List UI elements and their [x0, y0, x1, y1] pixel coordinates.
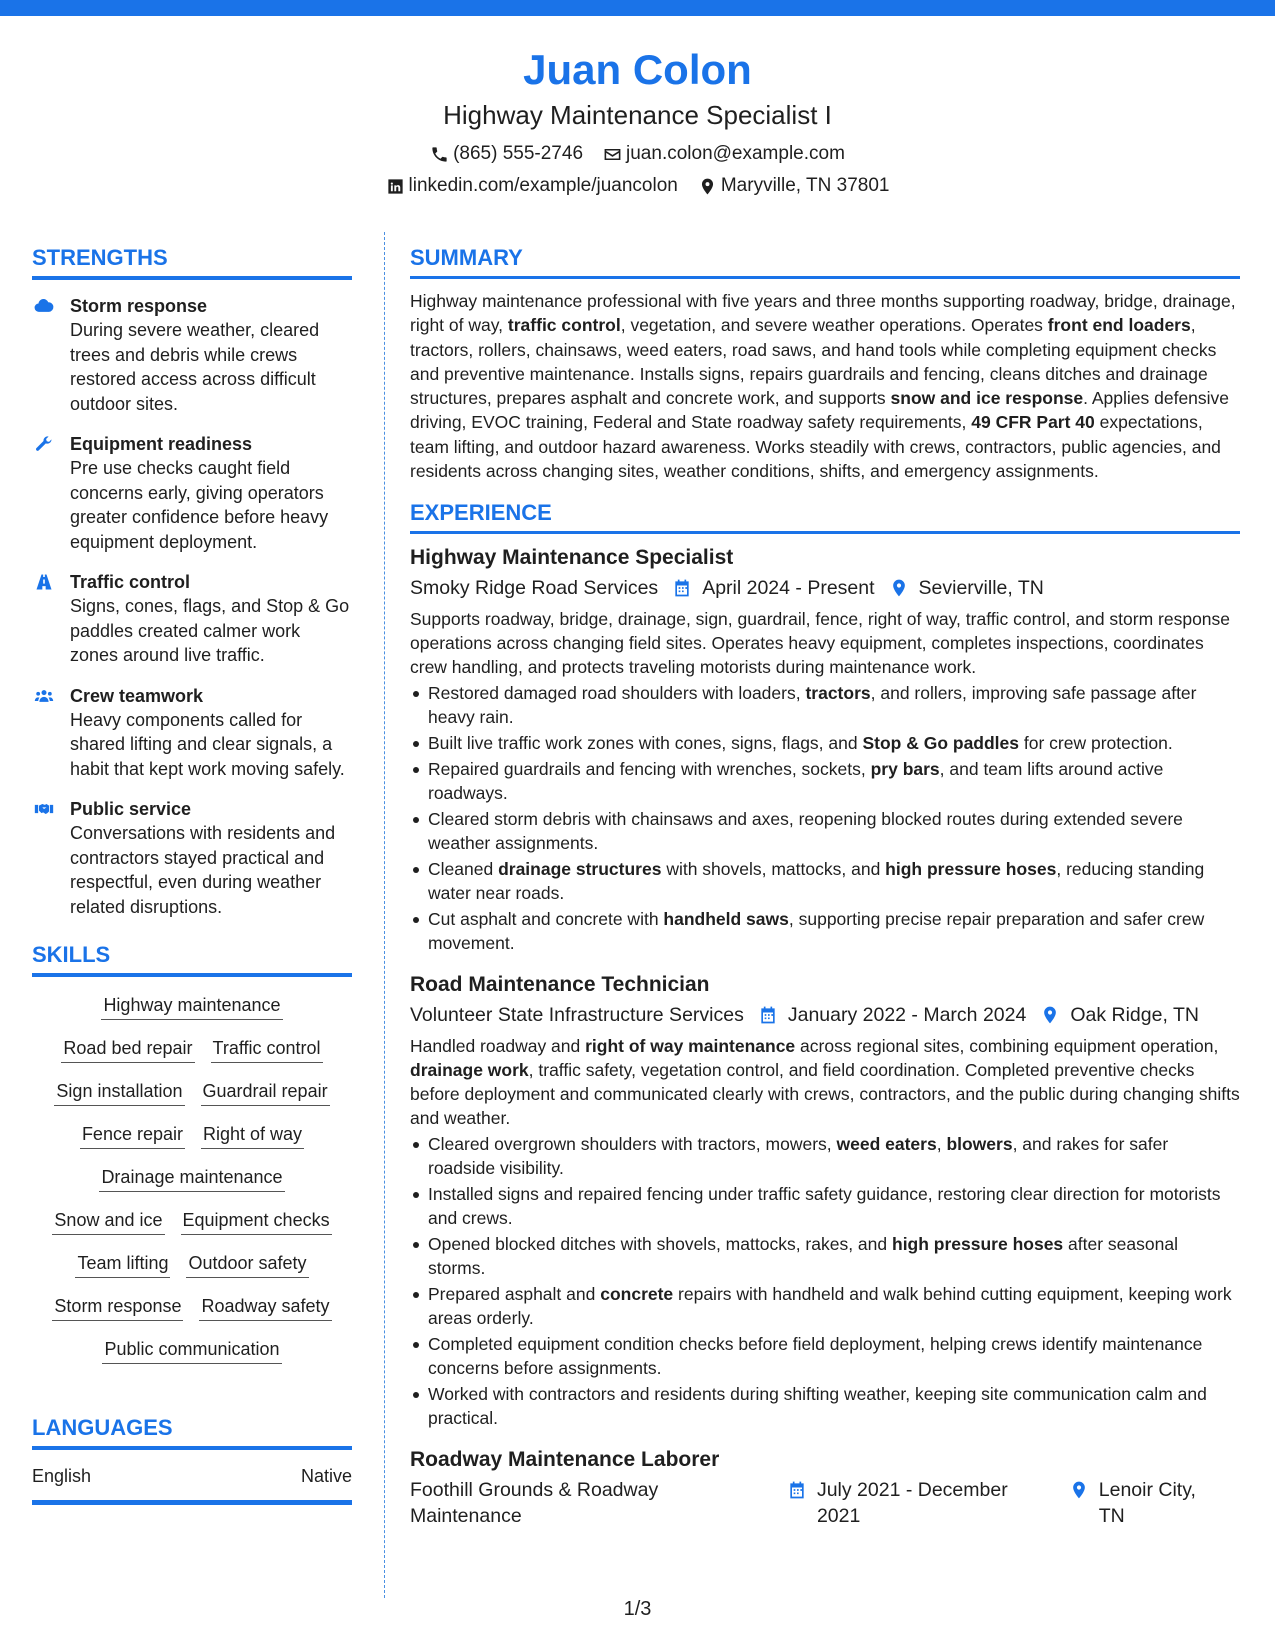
bullet-text: Cleared overgrown shoulders with tractors, mowers, — [428, 1134, 837, 1155]
skill-tag: Traffic control — [211, 1036, 323, 1063]
bullet-item — [410, 1382, 1240, 1430]
language-name: English — [32, 1466, 92, 1486]
summary-text: . Applies defensive driving, EVOC training, Federal and State roadway safety requirements, — [410, 388, 1230, 433]
skill-row — [32, 1122, 352, 1149]
bullet-text: Worked with contractors and residents during shifting weather, keeping site communication calm and practical. — [428, 1384, 1207, 1429]
skill-tag: Equipment checks — [181, 1208, 332, 1235]
bullet-bold: weed eaters — [836, 1134, 937, 1155]
skill-tag: Guardrail repair — [201, 1079, 330, 1106]
job-description-text: Supports roadway, bridge, drainage, sign, guardrail, fence, right of way, traffic control, and storm response operations across changing field sites. Operates heavy equipment, completes inspections, coordinates crew handling, and protects traveling motorists during maintenance work. — [410, 609, 1231, 678]
job-description-bold: right of way maintenance — [585, 1036, 796, 1057]
bullet-text: after seasonal storms. — [428, 1234, 1178, 1279]
road-icon — [32, 572, 56, 592]
job-bullets — [410, 681, 1240, 955]
languages-section — [32, 1414, 352, 1505]
summary-text — [410, 289, 1240, 483]
bullet-bold: tractors — [805, 683, 871, 704]
map-pin-icon — [889, 578, 909, 598]
strength-item — [32, 797, 352, 919]
column-divider — [384, 232, 385, 1598]
summary-text: Highway maintenance professional with five years and three months supporting roadway, bridge, drainage, right of way, — [410, 291, 1236, 336]
strength-icon-wrap — [32, 684, 70, 782]
right-column — [410, 244, 1240, 1529]
bullet-text: , and rollers, improving safe passage after heavy rain. — [428, 683, 1197, 728]
skill-row — [32, 1208, 352, 1235]
job-dates-text: January 2022 - March 2024 — [787, 1004, 1027, 1027]
bullet-text: Cleared storm debris with chainsaws and axes, reopening blocked routes during extended severe weather assignments. — [428, 809, 1183, 854]
summary-section — [410, 244, 1240, 483]
strength-body — [70, 432, 352, 554]
strength-desc: Signs, cones, flags, and Stop & Go paddles created calmer work zones around live traffic. — [70, 596, 350, 665]
job-meta — [410, 1002, 1240, 1028]
calendar-icon — [758, 1005, 778, 1025]
users-icon — [32, 686, 56, 706]
job-location — [1069, 1477, 1226, 1529]
skill-tag: Sign installation — [54, 1079, 184, 1106]
calendar-icon — [787, 1480, 807, 1500]
wrench-icon — [32, 434, 56, 454]
skill-row — [32, 993, 352, 1020]
strength-desc: Conversations with residents and contractors stayed practical and respectful, even during weather related disruptions. — [70, 823, 336, 917]
job-dates — [787, 1477, 1055, 1529]
job-dates — [758, 1002, 1026, 1028]
resume-header — [0, 44, 1275, 198]
strength-name: Crew teamwork — [70, 685, 204, 706]
skill-row — [32, 1337, 352, 1364]
bullet-text: Installed signs and repaired fencing under traffic safety guidance, restoring clear direction for motorists and crews. — [428, 1184, 1221, 1229]
skills-section — [32, 941, 352, 1364]
strength-desc: During severe weather, cleared trees and debris while crews restored access across difficult outdoor sites. — [70, 320, 320, 414]
summary-heading: SUMMARY — [410, 244, 1240, 279]
bullet-item — [410, 807, 1240, 855]
map-pin-icon — [1040, 1005, 1060, 1025]
job-title: Roadway Maintenance Laborer — [410, 1448, 720, 1472]
skill-row — [32, 1036, 352, 1063]
job-entry — [410, 1446, 1240, 1529]
job-title: Highway Maintenance Specialist — [410, 546, 734, 570]
summary-text: , tractors, rollers, chainsaws, weed eaters, road saws, and hand tools while completing equipment checks and preventive maintenance. Installs signs, repairs guardrails and fencing, cleans ditches and drainage structures, prepares asphalt and concrete work, and supports — [410, 315, 1217, 409]
skill-tag: Team lifting — [75, 1251, 170, 1278]
linkedin-text: linkedin.com/example/juancolon — [408, 175, 678, 196]
job-title: Road Maintenance Technician — [410, 973, 710, 997]
strengths-heading: STRENGTHS — [32, 244, 352, 280]
strength-desc: Pre use checks caught field concerns early, giving operators greater confidence before heavy equipment deployment. — [70, 458, 329, 552]
handshake-icon — [32, 799, 56, 819]
job-entry — [410, 971, 1240, 1430]
bullet-item — [410, 1282, 1240, 1330]
candidate-name: Juan Colon — [523, 46, 752, 93]
left-column — [32, 244, 352, 1505]
job-description-bold: drainage work — [410, 1060, 529, 1081]
bullet-item — [410, 907, 1240, 955]
job-company: Smoky Ridge Road Services — [410, 577, 659, 600]
linkedin-icon — [386, 177, 405, 196]
map-pin-icon — [1069, 1480, 1089, 1500]
job-dates-text: July 2021 - December 2021 — [816, 1479, 1008, 1528]
strength-item — [32, 432, 352, 554]
location-contact — [698, 174, 890, 198]
languages-heading: LANGUAGES — [32, 1414, 352, 1450]
skill-tag: Outdoor safety — [186, 1251, 308, 1278]
bullet-item — [410, 681, 1240, 729]
strengths-section — [32, 244, 352, 919]
skill-tag: Storm response — [52, 1294, 183, 1321]
linkedin-contact[interactable] — [386, 174, 678, 198]
strength-item — [32, 684, 352, 782]
skills-heading: SKILLS — [32, 941, 352, 977]
bullet-item — [410, 1132, 1240, 1180]
job-meta — [410, 575, 1240, 601]
strength-name: Storm response — [70, 296, 208, 316]
candidate-title: Highway Maintenance Specialist I — [443, 100, 832, 130]
bullet-text: , reducing standing water near roads. — [428, 859, 1205, 904]
bullet-text: Built live traffic work zones with cones, signs, flags, and — [428, 733, 863, 754]
summary-bold: front end loaders — [1047, 315, 1191, 336]
bullet-item — [410, 757, 1240, 805]
phone-contact[interactable] — [430, 142, 583, 166]
skill-tag: Right of way — [201, 1122, 304, 1149]
cloud-icon — [32, 296, 56, 316]
summary-bold: 49 CFR Part 40 — [971, 412, 1095, 433]
strength-name: Public service — [70, 799, 192, 819]
top-accent-bar — [0, 0, 1275, 16]
job-location-text: Oak Ridge, TN — [1070, 1004, 1199, 1027]
phone-icon — [430, 145, 449, 164]
job-location-text: Sevierville, TN — [918, 577, 1044, 600]
bullet-item — [410, 731, 1240, 755]
skill-tag: Highway maintenance — [101, 993, 282, 1020]
experience-section — [410, 499, 1240, 1529]
job-company: Foothill Grounds & Roadway Maintenance — [410, 1479, 659, 1528]
strength-desc: Heavy components called for shared lifting and clear signals, a habit that kept work moving safely. — [70, 709, 345, 779]
strength-body — [70, 797, 352, 919]
bullet-bold: drainage structures — [498, 859, 662, 880]
bullet-text: Cut asphalt and concrete with — [428, 909, 664, 930]
skills-list — [32, 993, 352, 1364]
bullet-item — [410, 1232, 1240, 1280]
envelope-icon — [603, 145, 622, 164]
job-location — [1040, 1002, 1199, 1028]
bullet-text: Restored damaged road shoulders with loaders, — [428, 683, 806, 704]
map-pin-icon — [698, 177, 717, 196]
summary-text: expectations, team lifting, and outdoor hazard awareness. Works steadily with crews, contractors, public agencies, and residents across changing sites, weather conditions, shifts, and emergency assignments. — [410, 412, 1221, 482]
bullet-bold: high pressure hoses — [885, 859, 1057, 880]
skill-row — [32, 1165, 352, 1192]
job-location-text: Lenoir City, TN — [1098, 1479, 1196, 1528]
job-description-text: across regional sites, combining equipment operation, — [795, 1036, 1219, 1057]
email-contact[interactable] — [603, 142, 845, 166]
strength-icon-wrap — [32, 432, 70, 554]
email-text: juan.colon@example.com — [626, 143, 845, 164]
bullet-bold: high pressure hoses — [892, 1234, 1064, 1255]
bullet-text: , and team lifts around active roadways. — [428, 759, 1164, 804]
bullet-bold: concrete — [600, 1284, 674, 1305]
location-text: Maryville, TN 37801 — [720, 175, 890, 196]
bullet-text: with shovels, mattocks, and — [661, 859, 886, 880]
strength-body — [70, 570, 352, 668]
calendar-icon — [672, 578, 692, 598]
bullet-text: , — [936, 1134, 947, 1155]
skill-tag: Public communication — [102, 1337, 281, 1364]
strength-icon-wrap — [32, 797, 70, 919]
job-dates — [672, 575, 874, 601]
job-meta — [410, 1477, 1240, 1529]
skill-tag: Roadway safety — [199, 1294, 331, 1321]
bullet-text: Repaired guardrails and fencing with wrenches, sockets, — [428, 759, 871, 780]
job-dates-text: April 2024 - Present — [702, 577, 875, 600]
skill-tag: Fence repair — [80, 1122, 185, 1149]
contact-row-2 — [0, 174, 1275, 198]
bullet-text: Cleaned — [428, 859, 499, 880]
bullet-bold: pry bars — [870, 759, 940, 780]
bullet-bold: handheld saws — [663, 909, 789, 930]
skill-row — [32, 1294, 352, 1321]
bullet-bold: blowers — [946, 1134, 1013, 1155]
bullet-text: , and rakes for safer roadside visibility. — [428, 1134, 1169, 1179]
bullet-bold: Stop & Go paddles — [862, 733, 1020, 754]
job-description-text: Handled roadway and — [410, 1036, 586, 1057]
job-location — [889, 575, 1044, 601]
strength-name: Equipment readiness — [70, 434, 253, 454]
skill-tag: Road bed repair — [61, 1036, 194, 1063]
bullet-item — [410, 1332, 1240, 1380]
page-number: 1/3 — [623, 1598, 652, 1620]
phone-text: (865) 555-2746 — [453, 143, 584, 164]
contact-row-1 — [0, 142, 1275, 166]
skill-tag: Drainage maintenance — [99, 1165, 284, 1192]
bullet-item — [410, 857, 1240, 905]
job-entry — [410, 544, 1240, 955]
jobs-list — [410, 544, 1240, 1529]
strengths-list — [32, 294, 352, 919]
experience-heading: EXPERIENCE — [410, 499, 1240, 534]
strength-name: Traffic control — [70, 572, 191, 592]
strength-item — [32, 570, 352, 668]
skill-tag: Snow and ice — [52, 1208, 164, 1235]
bullet-text: Prepared asphalt and — [428, 1284, 601, 1305]
bullet-text: for crew protection. — [1019, 733, 1173, 754]
skill-row — [32, 1079, 352, 1106]
job-bullets — [410, 1132, 1240, 1430]
strength-body — [70, 294, 352, 416]
strength-item — [32, 294, 352, 416]
job-company: Volunteer State Infrastructure Services — [410, 1004, 744, 1027]
language-item — [32, 1464, 352, 1505]
strength-body — [70, 684, 352, 782]
language-level: Native — [300, 1466, 352, 1486]
skill-row — [32, 1251, 352, 1278]
bullet-text: Opened blocked ditches with shovels, mattocks, rakes, and — [428, 1234, 892, 1255]
job-description-text: , traffic safety, vegetation control, and field coordination. Completed preventive checks before deployment and communicated clearly with crews, contractors, and the public during changing shifts and weather. — [410, 1060, 1240, 1129]
bullet-item — [410, 1182, 1240, 1230]
bullet-text: Completed equipment condition checks before field deployment, helping crews identify maintenance concerns before assignments. — [428, 1334, 1203, 1379]
summary-bold: snow and ice response — [890, 388, 1084, 409]
strength-icon-wrap — [32, 570, 70, 668]
summary-text: , vegetation, and severe weather operations. Operates — [620, 315, 1048, 336]
strength-icon-wrap — [32, 294, 70, 416]
bullet-text: , supporting precise repair preparation and safer crew movement. — [428, 909, 1205, 954]
job-description — [410, 1034, 1240, 1130]
summary-bold: traffic control — [507, 315, 621, 336]
languages-list — [32, 1464, 352, 1505]
bullet-text: repairs with handheld and walk behind cutting equipment, keeping work areas orderly. — [428, 1284, 1232, 1329]
job-description — [410, 607, 1240, 679]
